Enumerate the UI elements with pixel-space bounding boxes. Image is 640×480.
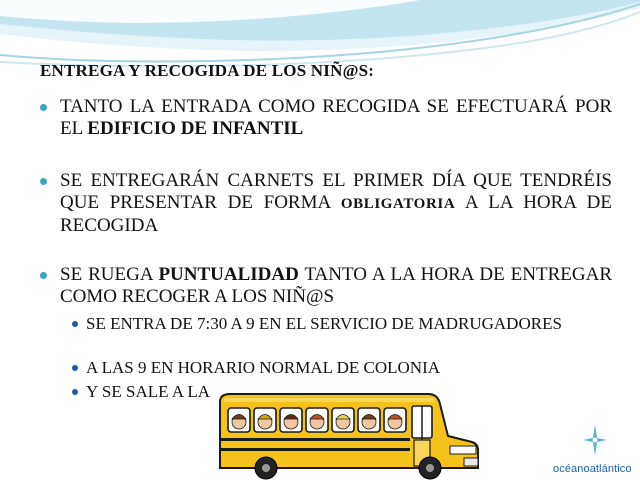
header-waves (0, 0, 640, 70)
bullet-item-entrada (40, 96, 612, 140)
bullet-item-puntualidad (40, 264, 612, 308)
sub-bullet-horario-normal: A LAS 9 EN HORARIO NORMAL DE COLONIA (72, 358, 612, 378)
bullet-dot (40, 272, 47, 279)
bullet-text: SE RUEGA PUNTUALIDAD TANTO A LA HORA DE ENTREGAR COMO RECOGER A LOS NIÑ@S (60, 264, 612, 307)
school-bus-image (214, 388, 482, 480)
emphasis-edificio: EDIFICIO DE INFANTIL (87, 118, 304, 139)
sub-bullet-dot (72, 389, 78, 395)
emphasis-obligatoria: OBLIGATORIA (340, 196, 456, 212)
emphasis-puntualidad: PUNTUALIDAD (158, 264, 299, 285)
bullet-text: TANTO LA ENTRADA COMO RECOGIDA SE EFECTUARÁ POR EL EDIFICIO DE INFANTIL (60, 96, 612, 139)
sub-bullet-salida: Y SE SALE A LA (72, 382, 612, 402)
sub-bullet-dot (72, 321, 78, 327)
bullet-text: SE ENTREGARÁN CARNETS EL PRIMER DÍA QUE TENDRÉIS QUE PRESENTAR DE FORMA OBLIGATORIA A LA HORA DE RECOGIDA (60, 170, 612, 236)
bullet-item-carnets (40, 170, 612, 237)
bullet-dot (40, 178, 47, 185)
sub-bullet-dot (72, 365, 78, 371)
bullet-dot (40, 104, 47, 111)
sub-bullet-madrugadores: SE ENTRA DE 7:30 A 9 EN EL SERVICIO DE MADRUGADORES (72, 314, 612, 334)
logo-text: océanoatlántico (553, 463, 632, 475)
slide-title: ENTREGA Y RECOGIDA DE LOS NIÑ@S: (40, 61, 375, 80)
